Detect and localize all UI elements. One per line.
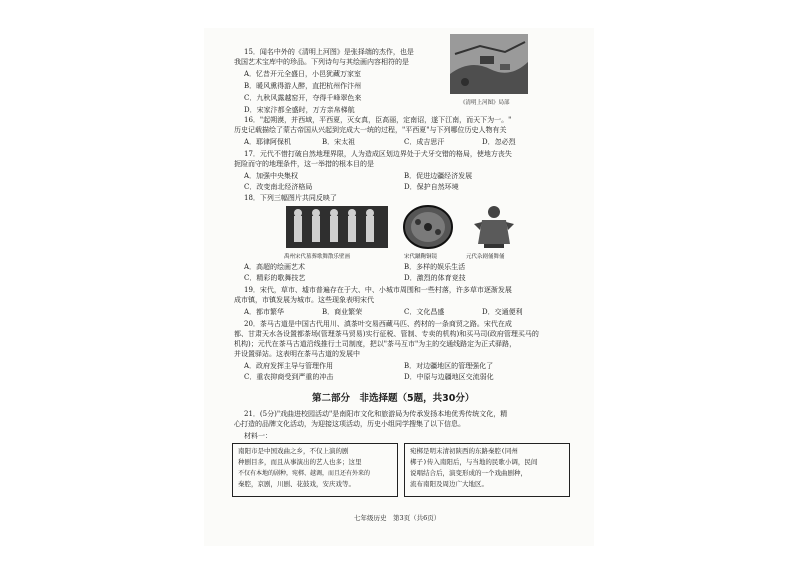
q21-stem-line1: 21．(5分)"戏曲进校园活动"是南阳市文化和旅游局为传承发扬本地优秀传统文化，精: [244, 410, 508, 418]
cuju-bronze-mirror-image: [402, 204, 454, 250]
q15-option-c: C．九秋风露越窑开，夺得千峰翠色来: [244, 94, 362, 102]
material-left-line2: 种剧目多，而且从事演出的艺人也多；这里: [238, 458, 362, 466]
q19-option-c: C．文化昌盛: [404, 308, 445, 316]
material-right-line2: 梆子)传入南阳后，与当地的民歌小调，民间: [410, 458, 538, 466]
q16-option-a: A．耶律阿保机: [244, 138, 292, 146]
q17-option-c: C．改变南北经济格局: [244, 183, 313, 191]
q20-option-a: A．政府发挥主导与管理作用: [244, 362, 334, 370]
q18-option-c: C．精彩的歌舞技艺: [244, 274, 306, 282]
material-right-line4: 流布南阳及周边广大地区。: [410, 480, 488, 488]
material-left-line4: 秦腔，京剧，川剧、花鼓戏，安庆戏等。: [238, 480, 355, 488]
q15-option-b: B．暖风熏得游人醉，直把杭州作汴州: [244, 82, 362, 90]
q17-option-a: A．加强中央集权: [244, 172, 299, 180]
q20-option-c: C．重农抑商受到严重的冲击: [244, 373, 334, 381]
q15-stem-line2: 我国艺术宝库中的珍品。下列诗句与其绘画内容相符的是: [234, 58, 409, 66]
exam-page: [204, 28, 594, 546]
qingming-painting-image: [450, 34, 528, 94]
q19-stem-line1: 19．宋代，草市、墟市普遍存在于大、中、小城市周围和一些村落，许多草市逐渐发展: [244, 286, 512, 294]
q16-option-b: B．宋太祖: [322, 138, 356, 146]
q20-stem-line4: 并设置驿站。这表明在茶马古道的发展中: [234, 350, 360, 358]
song-tomb-mural-image: [286, 206, 388, 248]
q15-option-d: D．宋家汴都全盛时，万方亲帛梯航: [244, 106, 355, 114]
q16-stem-line1: 16．"起朔漠，并西域，平西夏，灭女真，臣高丽，定南诏，遂下江南，而天下为一。": [244, 116, 512, 124]
q17-option-d: D．保护自然环境: [404, 183, 459, 191]
q20-stem-line2: 都、甘肃天水各设置都茶场(管理茶马贸易)实行征税、管制、专卖的机构)和买马司(政府管理买马的: [234, 330, 539, 338]
material-left-line3: 不仅有本地的剧种，宛梆、越调，而且还有外来的: [238, 470, 371, 477]
q19-option-b: B．商业繁荣: [322, 308, 363, 316]
q19-stem-line2: 成市镇，市镇发展为城市。这些现象表明宋代: [234, 296, 374, 304]
mural-caption: 禹州宋代墓葬歌舞散乐壁画: [284, 254, 351, 260]
q19-option-d: D．交通便利: [482, 308, 523, 316]
qingming-caption: 《清明上河图》局部: [460, 100, 510, 106]
mirror-caption: 宋代蹴鞠铜镜: [404, 254, 438, 260]
q21-stem-line2: 心打造的品牌文化活动，为迎接这项活动，历史小组同学搜集了以下信息。: [234, 420, 465, 428]
q18-option-d: D．激烈的体育竞技: [404, 274, 466, 282]
q16-option-d: D．忽必烈: [482, 138, 516, 146]
q18-option-b: B．多样的娱乐生活: [404, 263, 466, 271]
q20-stem-line3: 机构)；元代在茶马古道沿线推行土司制度，把以"茶马互市"为主的交通线路定为正式驿路，: [234, 340, 517, 348]
material-left-line1: 南阳市是中国戏曲之乡，不仅上演的剧: [238, 447, 349, 455]
material-right-line3: 说唱结合后，演变形成的一个戏曲剧种，: [410, 469, 527, 477]
q20-option-b: B．对边疆地区的管理强化了: [404, 362, 494, 370]
q17-stem-line1: 17．元代不惜打破自然地理界限，人为造成区划边界处于犬牙交错的格局，使地方丧失: [244, 150, 512, 158]
q15-stem-line1: 15．闻名中外的《清明上河图》是张择端的杰作，也是: [244, 48, 414, 56]
q17-option-b: B．促进边疆经济发展: [404, 172, 473, 180]
page-footer: 七年级历史 第3页（共6页）: [354, 514, 441, 522]
q16-stem-line2: 历史记载描绘了蒙古帝国从兴起到完成大一统的过程，"平西夏"与下列哪位历史人物有关: [234, 126, 507, 134]
material-right-line1: 宛梆是明末清初陕西的东路秦腔(同州: [410, 447, 518, 455]
q16-option-c: C．成吉思汗: [404, 138, 445, 146]
part2-title: 第二部分 非选择题（5题，共30分）: [312, 393, 475, 404]
yuan-opera-figurine-image: [472, 204, 516, 250]
q17-stem-line2: 扼险而守的地理条件，这一举措的根本目的是: [234, 160, 374, 168]
q18-stem: 18．下列三幅图片共同反映了: [244, 194, 337, 202]
q15-option-a: A．忆昔开元全盛日，小邑犹藏万家室: [244, 70, 362, 78]
q19-option-a: A．都市繁华: [244, 308, 285, 316]
figurine-caption: 元代杂剧俑舞俑: [466, 254, 505, 260]
material-one-label: 材料一：: [244, 432, 272, 440]
q18-option-a: A．高超的绘画艺术: [244, 263, 306, 271]
q20-stem-line1: 20．茶马古道是中国古代用川、滇茶叶交易西藏马匹、药材的一条商贸之路。宋代在成: [244, 320, 512, 328]
q20-option-d: D．中原与边疆地区交流弱化: [404, 373, 494, 381]
